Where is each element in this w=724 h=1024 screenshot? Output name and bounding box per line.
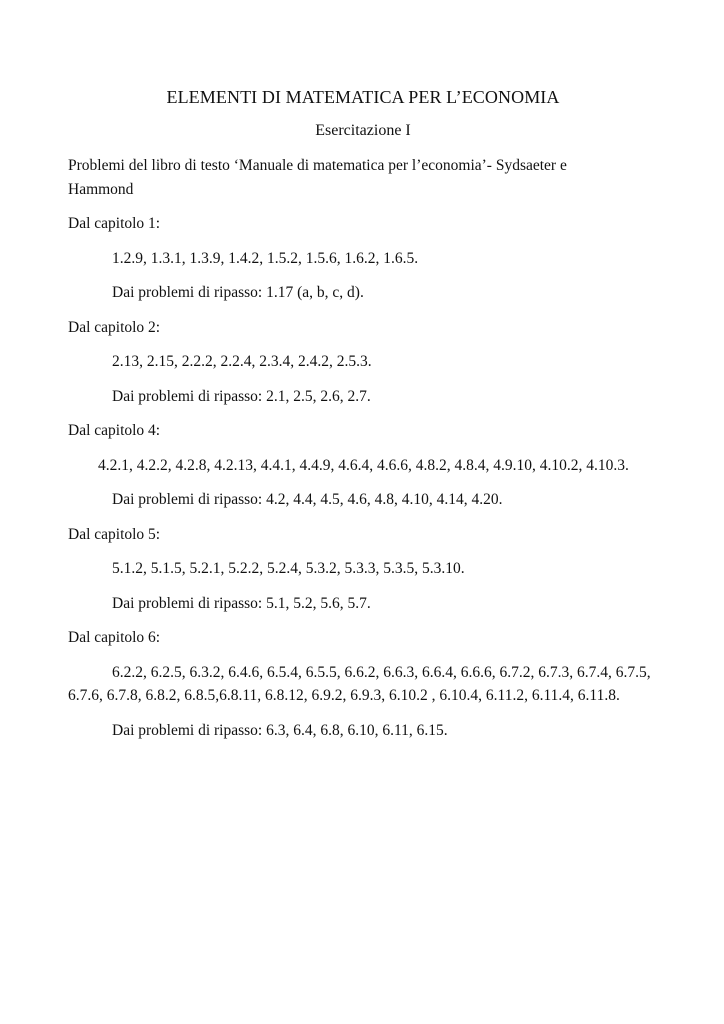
document-page [68, 84, 658, 753]
chapter-section-6 [68, 626, 658, 742]
chapter-exercises: 4.2.1, 4.2.2, 4.2.8, 4.2.13, 4.4.1, 4.4.9, 4.6.4, 4.6.6, 4.8.2, 4.8.4, 4.9.10, 4.10.2, 4.10.3. [98, 456, 629, 474]
chapter-section-5 [68, 523, 658, 616]
chapter-section-4 [68, 419, 658, 512]
chapter-heading: Dal capitolo 1: [68, 215, 161, 232]
chapter-review: Dai problemi di ripasso: 4.2, 4.4, 4.5, 4.6, 4.8, 4.10, 4.14, 4.20. [112, 491, 503, 508]
chapter-review: Dai problemi di ripasso: 5.1, 5.2, 5.6, 5.7. [112, 594, 371, 612]
intro-paragraph: Problemi del libro di testo ‘Manuale di matematica per l’economia’- Sydsaeter e Hammond [68, 157, 567, 198]
chapter-review: Dai problemi di ripasso: 6.3, 6.4, 6.8, 6.10, 6.11, 6.15. [112, 721, 448, 739]
chapter-exercises: 2.13, 2.15, 2.2.2, 2.2.4, 2.3.4, 2.4.2, 2.5.3. [112, 353, 372, 370]
chapter-heading: Dal capitolo 5: [68, 525, 161, 543]
chapter-review: Dai problemi di ripasso: 1.17 (a, b, c, d). [112, 284, 364, 301]
chapter-section-2 [68, 316, 658, 409]
chapter-heading: Dal capitolo 6: [68, 629, 161, 646]
document-subtitle: Esercitazione I [315, 122, 411, 139]
chapter-exercises: 5.1.2, 5.1.5, 5.2.1, 5.2.2, 5.2.4, 5.3.2, 5.3.3, 5.3.5, 5.3.10. [112, 560, 465, 577]
chapter-heading: Dal capitolo 2: [68, 318, 161, 336]
chapter-review: Dai problemi di ripasso: 2.1, 2.5, 2.6, 2.7. [112, 387, 371, 405]
chapter-section-1 [68, 212, 658, 305]
document-title: ELEMENTI DI MATEMATICA PER L’ECONOMIA [166, 87, 560, 107]
chapter-exercises: 6.2.2, 6.2.5, 6.3.2, 6.4.6, 6.5.4, 6.5.5, 6.6.2, 6.6.3, 6.6.4, 6.6.6, 6.7.2, 6.7.3, 6.7.4, 6.7.5, 6.7.6, 6.7.8, 6.8.2, 6.8.5,6.8.11, 6.8.12, 6.9.2, 6.9.3, 6.10.2 , 6.10.4, 6.11.2, 6.11.4, 6.11.8. [68, 663, 651, 704]
chapter-exercises: 1.2.9, 1.3.1, 1.3.9, 1.4.2, 1.5.2, 1.5.6, 1.6.2, 1.6.5. [112, 249, 419, 267]
chapter-heading: Dal capitolo 4: [68, 422, 161, 439]
